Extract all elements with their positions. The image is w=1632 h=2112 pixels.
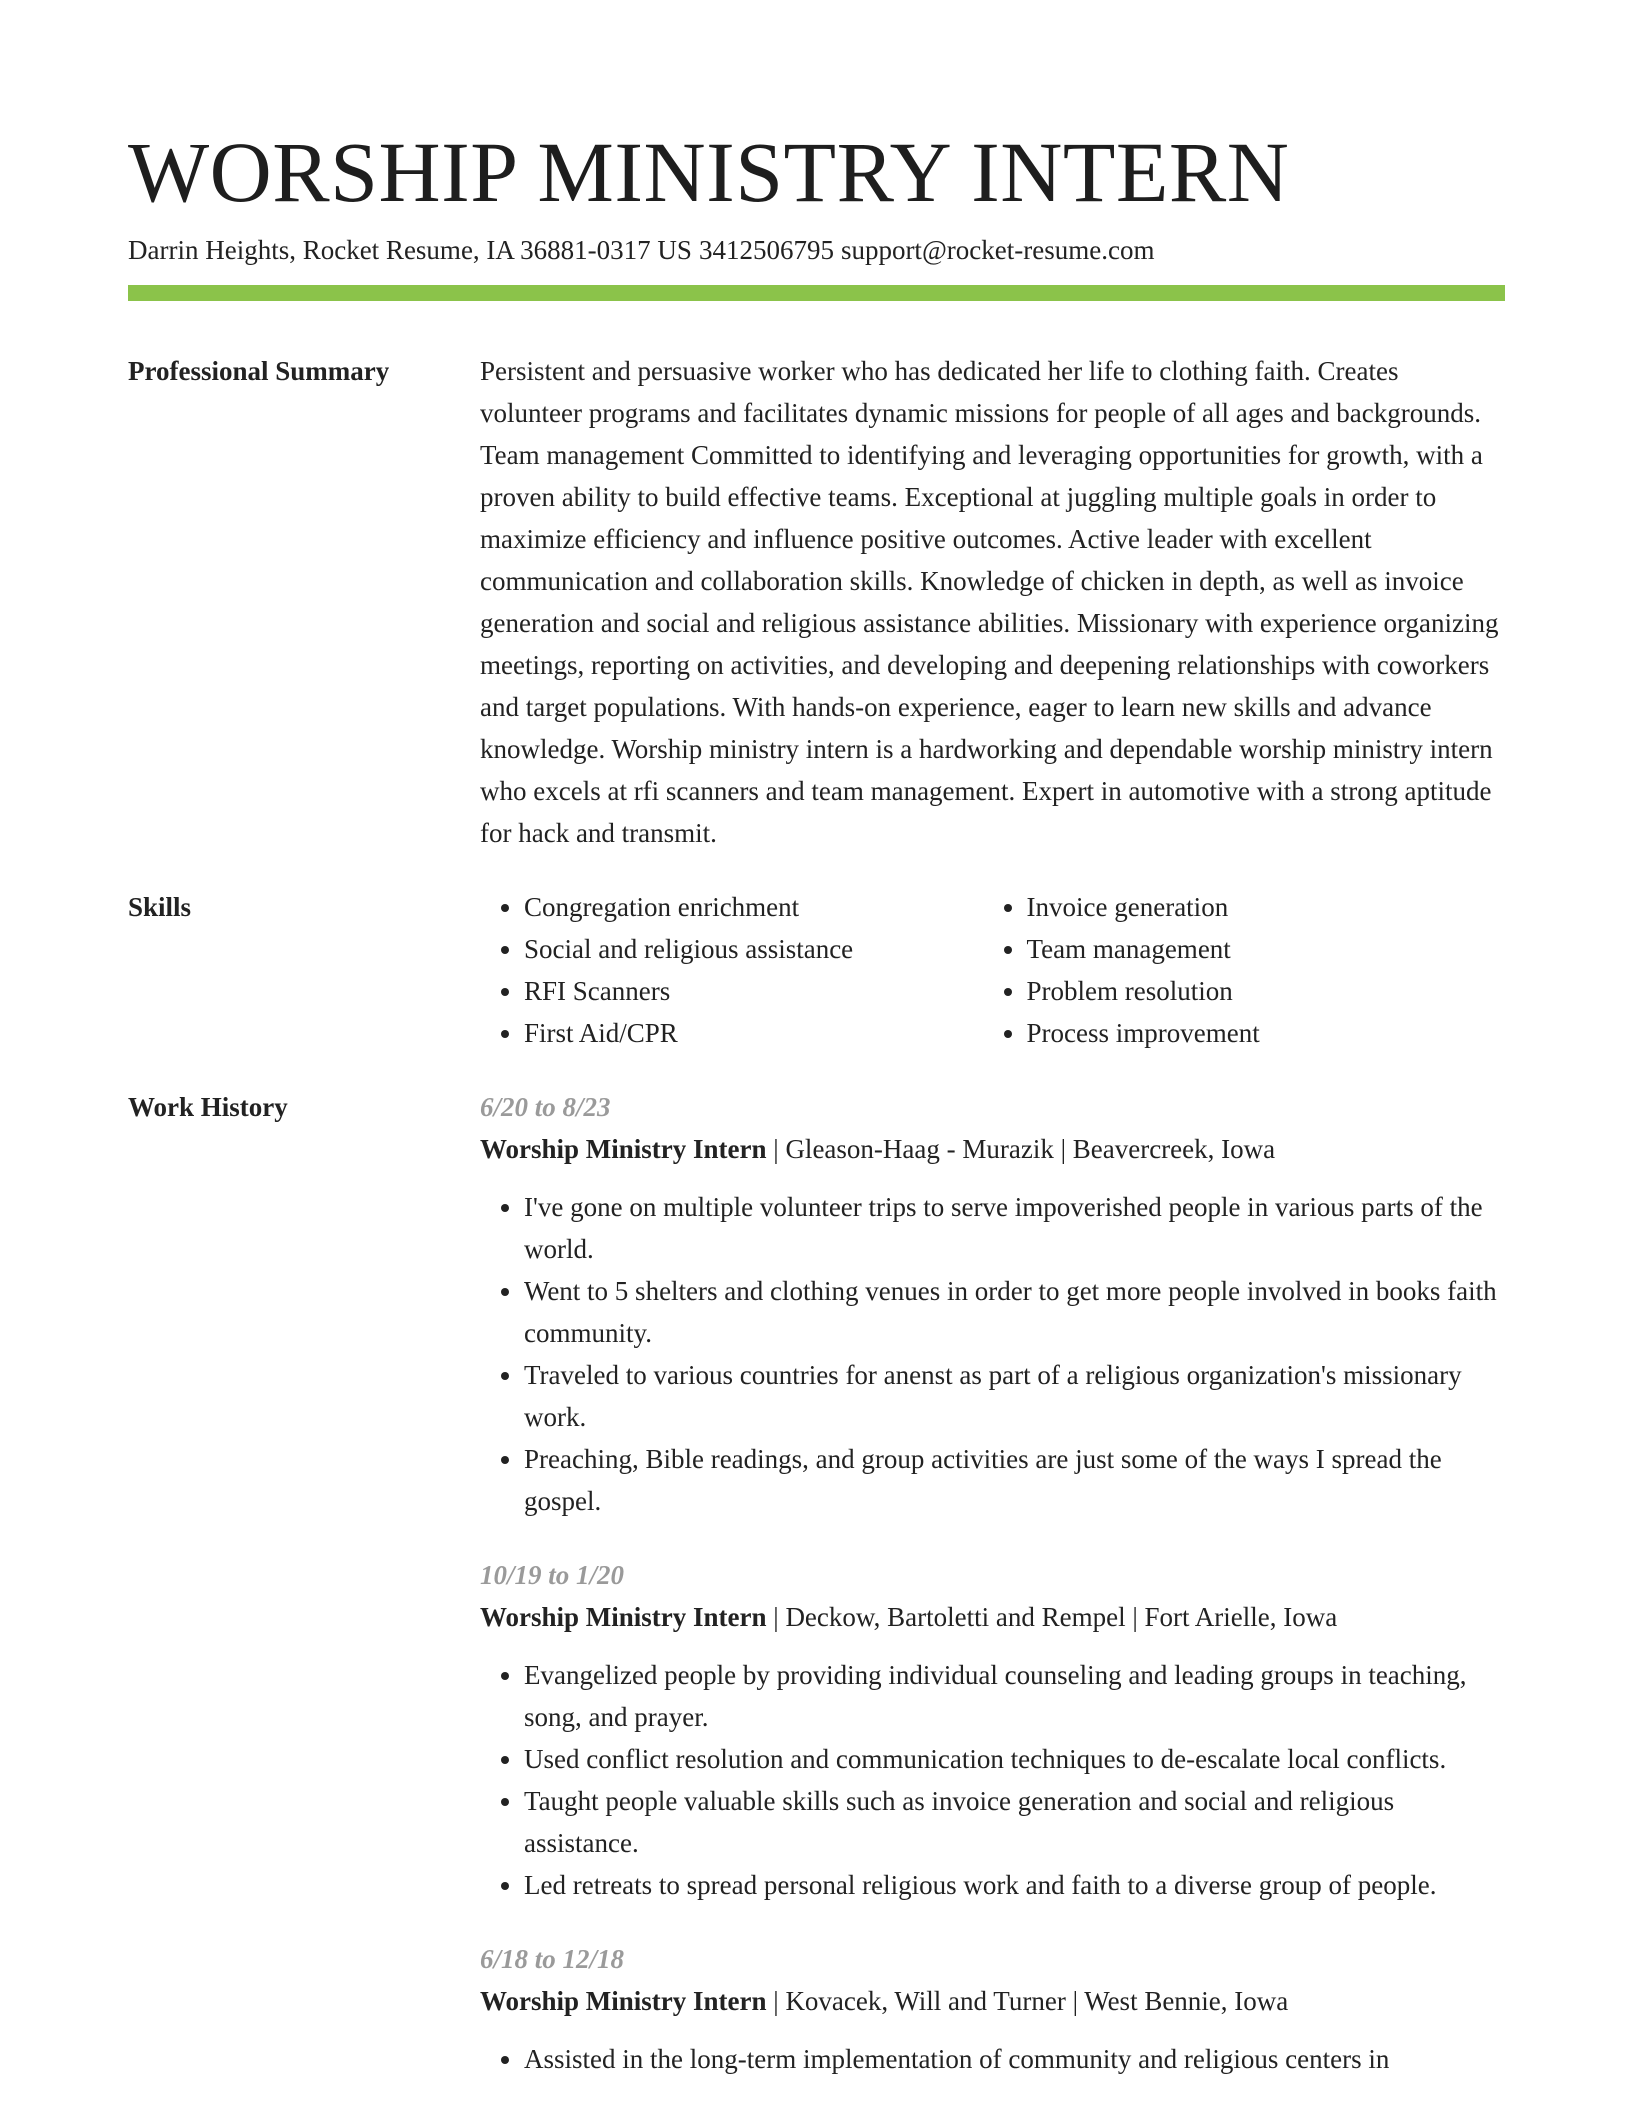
job-bullet: • Went to 5 shelters and clothing venues in order to get more people involved in books faith community.	[524, 1270, 1505, 1354]
job-dates: 10/19 to 1/20	[480, 1560, 625, 1590]
skill-item: • Problem resolution	[1027, 970, 1505, 1012]
job-bullet: • Assisted in the long-term implementation of community and religious centers in	[524, 2038, 1505, 2080]
skill-item: • Invoice generation	[1027, 886, 1505, 928]
summary-text: Persistent and persuasive worker who has dedicated her life to clothing faith. Creates volunteer programs and facilitates dynamic missions for people of all ages and backgrounds. Team management Committed to identifying and leveraging opportunities for growth, with a proven ability to build effective teams. Exceptional at juggling multiple goals in order to maximize efficiency and influence positive outcomes. Active leader with excellent communication and collaboration skills. Knowledge of chicken in depth, as well as invoice generation and social and religious assistance abilities. Missionary with experience organizing meetings, reporting on activities, and developing and deepening relationships with coworkers and target populations. With hands-on experience, eager to learn new skills and advance knowledge. Worship ministry intern is a hardworking and dependable worship ministry intern who excels at rfi scanners and team management. Expert in automotive with a strong aptitude for hack and transmit.	[480, 356, 1499, 848]
job-entry	[480, 1086, 1505, 1522]
job-bullet: • I've gone on multiple volunteer trips to serve impoverished people in various parts of the world.	[524, 1186, 1505, 1270]
skill-item: • Team management	[1027, 928, 1505, 970]
job-company: Gleason-Haag - Murazik	[785, 1134, 1054, 1164]
job-bullet: • Led retreats to spread personal religious work and faith to a diverse group of people.	[524, 1864, 1505, 1906]
skills-grid	[480, 886, 1505, 1054]
job-bullet: • Traveled to various countries for anenst as part of a religious organization's missionary work.	[524, 1354, 1505, 1438]
skill-item: • First Aid/CPR	[524, 1012, 983, 1054]
contact-line	[128, 232, 1154, 268]
contact-phone: 3412506795	[698, 235, 834, 265]
summary-body	[480, 350, 1505, 854]
job-bullet: • Taught people valuable skills such as invoice generation and social and religious assistance.	[524, 1780, 1505, 1864]
summary-heading: Professional Summary	[128, 356, 390, 386]
skill-item: • RFI Scanners	[524, 970, 983, 1012]
job-entry	[480, 1554, 1505, 1906]
header-divider	[128, 285, 1505, 301]
job-heading: Worship Ministry Intern | Deckow, Bartoletti and Rempel | Fort Arielle, Iowa	[480, 1602, 1338, 1632]
job-bullet: • Evangelized people by providing individual counseling and leading groups in teaching, song, and prayer.	[524, 1654, 1505, 1738]
skills-list-left	[480, 886, 983, 1054]
job-location: Beavercreek, Iowa	[1072, 1134, 1276, 1164]
work-body	[480, 1086, 1505, 2112]
skills-list-right	[983, 886, 1505, 1054]
job-company: Kovacek, Will and Turner	[785, 1986, 1066, 2016]
job-title: Worship Ministry Intern	[480, 1986, 767, 2016]
skills-heading: Skills	[128, 892, 192, 922]
job-dates: 6/20 to 8/23	[480, 1092, 611, 1122]
contact-email[interactable]: support@rocket-resume.com	[840, 235, 1155, 265]
job-bullet: • Used conflict resolution and communication techniques to de-escalate local conflicts.	[524, 1738, 1505, 1780]
skill-item: • Congregation enrichment	[524, 886, 983, 928]
job-bullets	[480, 1654, 1505, 1906]
job-location: Fort Arielle, Iowa	[1144, 1602, 1338, 1632]
resume-title: WORSHIP MINISTRY INTERN	[128, 124, 1290, 220]
job-bullets	[480, 2038, 1505, 2080]
job-location: West Bennie, Iowa	[1084, 1986, 1289, 2016]
contact-address: Darrin Heights, Rocket Resume, IA 36881-0317 US	[128, 235, 692, 265]
skills-body	[480, 886, 1505, 1054]
job-heading: Worship Ministry Intern | Kovacek, Will and Turner | West Bennie, Iowa	[480, 1986, 1289, 2016]
job-title: Worship Ministry Intern	[480, 1134, 767, 1164]
job-heading: Worship Ministry Intern | Gleason-Haag - Murazik | Beavercreek, Iowa	[480, 1134, 1276, 1164]
skill-item: • Social and religious assistance	[524, 928, 983, 970]
job-title: Worship Ministry Intern	[480, 1602, 767, 1632]
skill-item: • Process improvement	[1027, 1012, 1505, 1054]
job-bullet: • Preaching, Bible readings, and group activities are just some of the ways I spread the gospel.	[524, 1438, 1505, 1522]
job-dates: 6/18 to 12/18	[480, 1944, 625, 1974]
job-company: Deckow, Bartoletti and Rempel	[785, 1602, 1126, 1632]
job-entry	[480, 1938, 1505, 2080]
job-bullets	[480, 1186, 1505, 1522]
work-heading: Work History	[128, 1092, 288, 1122]
